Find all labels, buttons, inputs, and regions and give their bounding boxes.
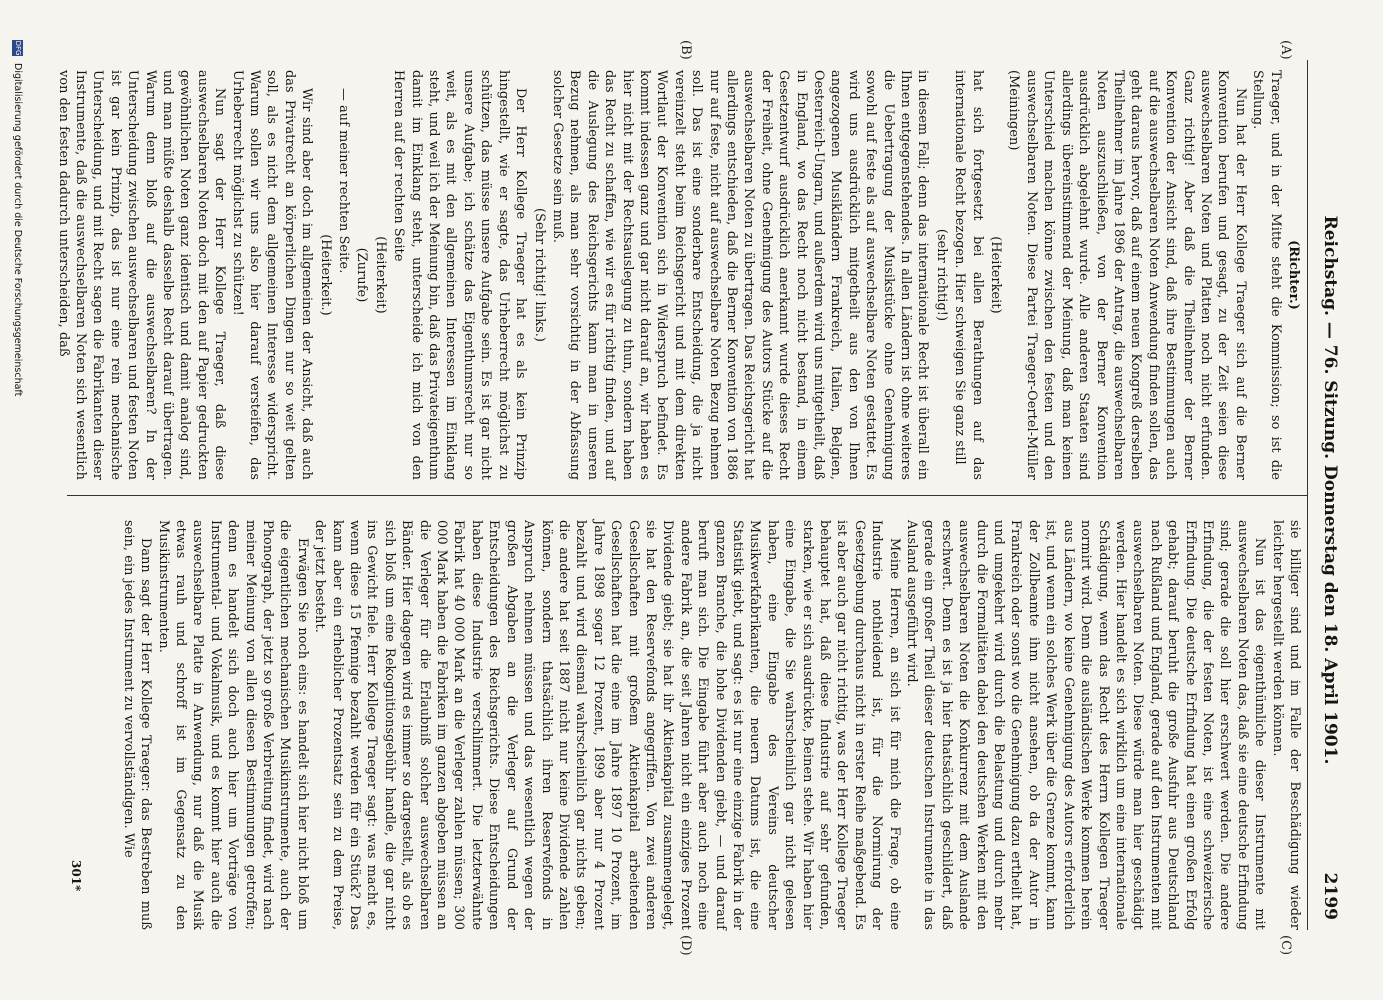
- dfg-logo-icon: DFG: [14, 40, 22, 56]
- paragraph: in diesem Fall; denn das internationale Recht ist überall ein Ihnen entgegenstehendes. In allen Ländern ist ohne weiteres die Uebertragung der Musikstücke ohne Genehmigung sowohl auf feste als auf auswechselbare Noten gestattet. Es wird uns ausdrücklich mitgetheilt aus den von Ihnen angezogenen Musikländern Frankreich, Italien, Belgien, Oesterreich-Ungarn, und außerdem wird uns mitgetheilt, daß in England, wo das Recht noch nicht bestand, in einem Gesetzentwurf ausdrücklich anerkannt wurde dieses Recht der Freiheit, ohne Genehmigung des Autors Stücke auf die auswechselbaren Noten zu übertragen. Das Reichsgericht hat allerdings entschieden, daß die Berner Konvention von 1886 nur auf feste, nicht auf auswechselbare Noten Bezug nehmen soll. Das ist eine sonderbare Entscheidung, die ja nicht vereinzelt steht beim Reichsgericht und mit dem direkten Wortlaut der Konvention sich in Widerspruch befindet. Es kommt indessen ganz und gar nicht darauf an, wir haben es hier nicht mit der Rechtsauslegung zu thun, sondern haben das Recht zu schaffen, wie wir es für richtig finden, und auf die Auslegung des Reichsgerichts kann man in unseren Bezug nehmen, als man sehr vorsichtig in der Abfassung solcher Gesetze sein muß.: [549, 70, 931, 480]
- interjection: (Heiterkeit): [372, 236, 388, 314]
- sheet-signature: 301*: [69, 860, 83, 892]
- interjection: (Heiterkeit.): [317, 234, 333, 316]
- page-header: [1310, 60, 1340, 920]
- margin-letter-a: (A): [1278, 40, 1293, 60]
- paragraph: Erwägen Sie noch eins: es handelt sich hier nicht bloß um die eigentlichen mechanischen Musikinstrumente, auch der Phonograph, der jetzt so große Verbreitung findet, wird nach meiner Meinung von allen diesen Bestimmungen getroffen; denn es handelt sich doch auch hier um Vorträge von Instrumental- und Vokalmusik, und es kommt hier auch die auswechselbare Platte in Anwendung, nur daß die Musik etwas rauh und schroff ist im Gegensatz zu den Musikinstrumenten.: [155, 520, 310, 930]
- right-column: [73, 520, 1303, 930]
- paragraph: sie billiger sind und im Falle der Beschädigung wieder leichter hergestellt werden können.: [1269, 520, 1302, 930]
- paragraph: hat sich fortgesetzt bei allen Berathungen auf das internationale Recht bezogen. Hier schweigen Sie ganz still: [952, 70, 985, 480]
- paragraph: Nun ist das eigenthümliche dieser Instrumente mit auswechselbaren Noten das, daß sie eine deutsche Erfindung sind; gerade die soll hier erschwert werden. Die andere Erfindung, die der festen Noten, ist eine schweizerische Erfindung. Die deutsche Erfindung hat einen großen Erfolg gehabt; darauf beruht die große Ausfuhr aus Deutschland nach Rußland und England, gerade auf den Instrumenten mit auswechselbaren Noten. Diese würde man hier geschädigt werden. Hier handelt es sich wirklich um eine internationale Schädigung, wenn das Recht des Herrn Kollegen Traeger normirt wird. Denn die ausländischen Werke kommen herein aus Ländern, wo keine Genehmigung des Autors erforderlich ist, und wenn ein solches Werk über die Grenze kommt, kann der Zollbeamte ihm nicht ansehen, ob da der Autor in Frankreich oder sonst wo die Genehmigung dazu ertheilt hat, und umgekehrt wird durch die Belastung und durch mehr durch die Formalitäten dabei den deutschen Werken mit den auswechselbaren Noten die Konkurrenz mit dem Auslande erschwert. Denn es ist ja hier thatsächlich geschildert, daß gerade ein großer Theil dieser deutschen Instrumente in das Ausland ausgeführt wird.: [904, 520, 1268, 930]
- paragraph: Der Herr Kollege Traeger hat es als kein Prinzip hingestellt, wie er sagte, das Urheberrecht möglichst zu schützen, das müsse unsere Aufgabe sein. Es ist gar nicht unsere Aufgabe; ich schätze das Eigenthumsrecht nur so weit, als es mit den allgemeinen Interessen im Einklang steht, und weil ich der Meinung bin, daß das Privateigenthum damit im Einklang steht, unterscheide ich mich von den Herren auf der rechten Seite: [391, 70, 529, 480]
- margin-letter-d: (D): [678, 935, 693, 956]
- interjection: (sehr richtig!): [933, 228, 949, 322]
- margin-letter-c: (C): [1278, 935, 1293, 956]
- interjection: (Zurufe): [354, 247, 370, 303]
- paragraph: Meine Herren, an sich ist für mich die Frage, ob eine Industrie nothleidend ist, für die Normirung der Gesetzgebung durchaus nicht in erster Reihe maßgebend. Es ist aber auch gar nicht richtig, was der Herr Kollege Traeger behauptet hat, daß diese Industrie auf sehr gefunden, starken, wie er sich ausdrückte, Beinen stehe. Wir haben hier eine Eingabe, die Sie wahrscheinlich gar nicht gelesen haben, eine Eingabe des Vereins deutscher Musikwerkfabrikanten, die neuern Datums ist, die eine Statistik giebt, und sagt: es ist nur eine einzige Fabrik in der ganzen Branche, die hohe Dividenden giebt, — und darauf beruft man sich. Die Eingabe führt aber auch noch eine andere Fabrik an, die seit Jahren nicht ein einziges Prozent Dividende giebt; sie hat ihr Aktienkapital zusammengelegt, sie hat den Reservefonds angegriffen. Von zwei anderen Gesellschaften mit großem Aktienkapital arbeitenden Gesellschaften hat die eine im Jahre 1897 10 Prozent, im Jahre 1898 sogar 12 Prozent, 1899 aber nur 4 Prozent bezahlt und wird diesmal wahrscheinlich gar nichts geben; die andere hat seit 1887 nicht nur keine Dividende zahlen können, sondern thatsächlich ihren Reservefonds in Anspruch nehmen müssen und das wesentlich wegen der großen Abgaben an die Verleger auf Grund der Entscheidungen des Reichsgerichts. Diese Entscheidungen haben diese Industrie verschlimmert. Die letzterwähnte Fabrik hat 40 000 Mark an die Verleger zahlen müssen; 300 000 Mark haben die Fabriken im ganzen abgeben müssen an die Verleger für die Erlaubniß solcher auswechselbaren Bänder. Hier dagegen wird es immer so dargestellt, als ob es sich bloß um eine Rekognitionsgebühr handle, die gar nicht ins Gewicht fiele. Herr Kollege Traeger sagt: was macht es, wenn diese 15 Pfennige bezahlt werden für ein Stück? Das kann aber ein erheblicher Prozentsatz sein zu dem Preise, der jetzt besteht.: [312, 520, 902, 930]
- paragraph: — auf meiner rechten Seite.: [336, 88, 352, 274]
- interjection: (Sehr richtig! links.): [531, 207, 547, 343]
- left-column: [55, 70, 1303, 480]
- page-title: Reichstag. — 76. Sitzung. Donnerstag den 18. April 1901.: [1320, 215, 1340, 765]
- speaker-name: (Richter.): [1286, 240, 1301, 310]
- margin-letter-b: (B): [678, 40, 693, 60]
- paragraph: Nun sagt der Herr Kollege Traeger, daß diese auswechselbaren Noten doch mit den auf Papier gedruckten gewöhnlichen Noten ganz identisch und damit analog sind, und man müßte deshalb dasselbe Recht darauf übertragen. Warum denn bloß auf die auswechselbaren? In der Unterscheidung zwischen auswechselbaren und festen Noten ist gar kein Prinzip, das ist nur eine rein mechanische Unterscheidung, und mit Recht sagen die Fabrikanten dieser Instrumente, daß die auswechselbaren Noten sich wesentlich von den festen dadurch unterscheiden, daß: [55, 70, 228, 480]
- column-divider: [67, 495, 1307, 496]
- paragraph: Nun hat der Herr Kollege Traeger sich auf die Berner Konvention berufen und gesagt, zu der Zeit seien diese auswechselbaren Noten und Platten noch nicht erfunden. Ganz richtig! Aber daß die Theilnehmer der Berner Konvention der Ansicht sind, daß ihre Bestimmungen auch auf die auswechselbaren Noten Anwendung finden sollen, das geht daraus hervor, daß auf einem neuen Kongreß derselben Theilnehmer im Jahre 1896 der Antrag, die auswechselbaren Noten auszuschließen, von der Berner Konvention ausdrücklich abgelehnt wurde. Alle anderen Staaten sind allerdings übereinstimmend der Meinung, daß man keinen Unterschied machen könne zwischen den festen und den auswechselbaren Noten. Diese Partei Traeger-Oertel-Müller (Meiningen): [1006, 70, 1248, 480]
- header-rule: [1307, 60, 1308, 930]
- paragraph: Wir sind aber doch im allgemeinen der Ansicht, daß auch das Privatrecht an körperlichen Dingen nur so weit gelten soll, als es nicht dem allgemeinen Interesse widerspricht. Warum sollen wir uns also hier darauf versteifen, das Urheberrecht möglichst zu schützen!: [229, 70, 315, 480]
- page-number-right: 2199: [1320, 872, 1340, 920]
- paragraph: Dann sagt der Herr Kollege Traeger: das Bestreben muß sein, ein jedes Instrument zu vervollständigen. Wie: [120, 520, 154, 930]
- credit-text: Digitalisierung gefördert durch die Deutsche Forschungsgemeinschaft: [12, 63, 23, 397]
- paragraph: Traeger, und in der Mitte steht die Kommission; so ist die Stellung.: [1250, 70, 1283, 480]
- interjection: (Heiterkeit): [988, 236, 1004, 314]
- digitization-credit: [12, 40, 23, 396]
